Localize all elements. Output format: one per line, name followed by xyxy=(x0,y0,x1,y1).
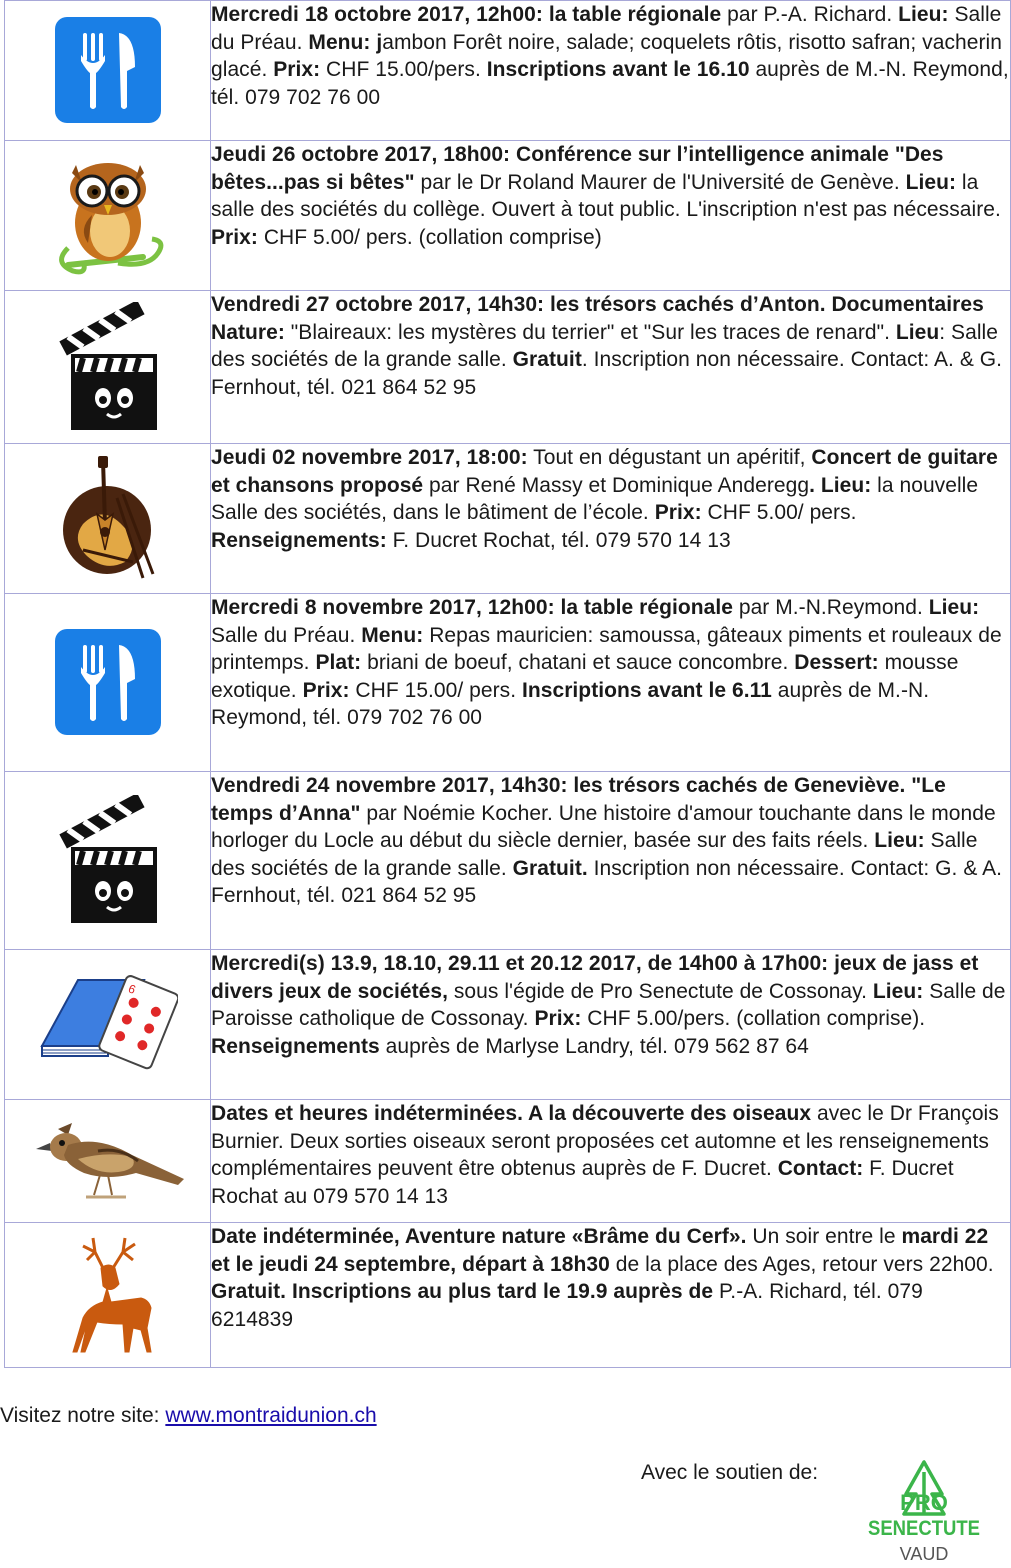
event-text-bold: Date indéterminée, Aventure nature «Brâme du Cerf». xyxy=(211,1225,747,1248)
event-text-bold: Vendredi 24 novembre 2017, 14h30: les trésors cachés de Geneviève. "Le temps d’Anna" xyxy=(211,774,946,825)
event-text-bold: Lieu: xyxy=(898,3,949,26)
event-text: "Blaireaux: les mystères du terrier" et "Sur les traces de renard". xyxy=(284,320,896,344)
bird-icon xyxy=(5,1100,210,1221)
fork-knife-icon xyxy=(5,594,210,770)
event-text-bold: mardi 22 et le jeudi 24 septembre, départ à 18h30 xyxy=(211,1225,989,1276)
event-text-bold: Prix: xyxy=(273,58,321,82)
event-text: de la place des Ages, retour vers 22h00. xyxy=(609,1252,994,1276)
event-row xyxy=(5,1223,1011,1368)
event-text-bold: Jeudi 02 novembre 2017, 18:00: xyxy=(211,446,528,469)
event-text-bold: Mercredi(s) 13.9, 18.10, 29.11 et 20.12 2017, de 14h00 à 17h00: jeux de jass et divers jeux de sociétés, xyxy=(211,952,979,1003)
event-text-bold: Prix: xyxy=(211,225,258,249)
event-text: sous l'égide de Pro Senectute de Cossonay. xyxy=(448,979,873,1003)
event-row xyxy=(5,444,1011,594)
event-text-bold: Menu: j xyxy=(308,30,383,54)
event-text-bold: Gratuit. xyxy=(512,856,588,880)
event-text: P.-A. Richard, tél. 079 6214839 xyxy=(211,1280,923,1331)
event-text-bold: Renseignements: xyxy=(211,528,387,552)
event-text-bold: Vendredi 27 octobre 2017, 14h30: les trésors cachés d’Anton. Documentaires Nature: xyxy=(211,293,984,344)
event-text-bold: Jeudi 26 octobre 2017, 18h00: Conférence sur l’intelligence animale "Des bêtes...pas si bêtes" xyxy=(211,143,944,194)
events-table xyxy=(4,0,1011,1368)
event-text: Tout en dégustant un apéritif, xyxy=(527,446,812,469)
event-row xyxy=(5,1,1011,141)
support-label: Avec le soutien de: xyxy=(641,1461,819,1484)
pro-senectute-logo xyxy=(862,1458,987,1563)
event-text: Un soir entre le xyxy=(746,1225,902,1248)
event-text: auprès de M.-N. Reymond, tél. 079 702 76 00 xyxy=(211,58,1009,109)
event-text-bold: Prix: xyxy=(302,678,350,702)
event-icon-cell xyxy=(5,291,211,444)
event-text-bold: Prix: xyxy=(534,1007,582,1031)
event-text: CHF 5.00/ pers. xyxy=(701,501,857,525)
event-text: Salle des sociétés de la grande salle. xyxy=(211,829,978,880)
owl-icon xyxy=(5,141,210,289)
playing-cards-icon xyxy=(5,950,210,1098)
fork-knife-icon xyxy=(5,1,210,139)
event-icon-cell xyxy=(5,772,211,950)
svg-text:6: 6 xyxy=(125,981,138,997)
event-text-bold: Dates et heures indéterminées. A la découverte des oiseaux xyxy=(211,1102,812,1125)
event-text-bold: Plat: xyxy=(315,651,362,675)
event-text: CHF 5.00/pers. (collation comprise). xyxy=(581,1007,926,1031)
event-text: auprès de Marlyse Landry, tél. 079 562 87 64 xyxy=(379,1034,809,1058)
event-text: Salle du Préau. xyxy=(211,623,362,647)
event-text-bold: Lieu: xyxy=(874,829,925,853)
event-icon-cell xyxy=(5,444,211,594)
event-text-bold: . Lieu: xyxy=(809,473,872,497)
event-text: Inscription non nécessaire. Contact: G. & A. Fernhout, tél. 021 864 52 95 xyxy=(211,856,1003,908)
logo-line1: PRO xyxy=(900,1490,948,1515)
event-text-bold: Contact: xyxy=(777,1157,864,1181)
event-text-bold: Gratuit. Inscriptions au plus tard le 19.9 auprès de xyxy=(211,1280,714,1304)
event-text-bold: Prix: xyxy=(654,501,702,525)
event-text: Repas mauricien: samoussa, gâteaux piments et rouleaux de printemps. xyxy=(211,623,1002,675)
guitar-icon xyxy=(5,444,210,592)
event-icon-cell xyxy=(5,950,211,1100)
event-row xyxy=(5,772,1011,950)
event-description xyxy=(211,1100,1011,1223)
event-text-bold: Gratuit xyxy=(512,348,582,372)
event-icon-cell xyxy=(5,1223,211,1368)
event-text: avec le Dr François Burnier. Deux sorties oiseaux seront proposées cet automne et les renseignements complémentaires peuvent être obtenus auprès de F. Ducret. xyxy=(211,1102,999,1181)
logo-line3: VAUD xyxy=(899,1544,949,1563)
event-text: par P.-A. Richard. xyxy=(721,3,899,26)
event-row xyxy=(5,291,1011,444)
event-text: F. Ducret Rochat, tél. 079 570 14 13 xyxy=(386,528,731,552)
event-text: briani de boeuf, chatani et sauce concombre. xyxy=(361,651,795,675)
event-text: F. Ducret Rochat au 079 570 14 13 xyxy=(211,1157,954,1208)
event-text: par Noémie Kocher. Une histoire d'amour touchante dans le monde horloger du Locle au début du siècle dernier, basée sur des faits réels. xyxy=(211,801,996,853)
event-description xyxy=(211,772,1011,950)
event-text-bold: Menu: xyxy=(361,623,424,647)
event-text: mousse exotique. xyxy=(211,651,959,702)
event-text: par M.-N.Reymond. xyxy=(732,596,929,619)
event-text-bold: Renseignements xyxy=(211,1034,380,1058)
event-text: auprès de M.-N. Reymond, tél. 079 702 76 00 xyxy=(211,678,930,730)
event-description xyxy=(211,141,1011,291)
event-text-bold: Lieu xyxy=(895,320,940,344)
event-text-bold: Lieu: xyxy=(872,979,924,1003)
event-text: par René Massy et Dominique Anderegg xyxy=(423,473,810,497)
event-row xyxy=(5,594,1011,772)
event-text-bold: Inscriptions avant le 16.10 xyxy=(486,58,750,82)
event-text-bold: Inscriptions avant le 6.11 xyxy=(521,678,772,702)
event-row xyxy=(5,141,1011,291)
event-text-bold: Mercredi 8 novembre 2017, 12h00: la table régionale xyxy=(211,596,733,619)
event-icon-cell xyxy=(5,594,211,772)
event-description xyxy=(211,291,1011,444)
site-link[interactable]: www.montraidunion.ch xyxy=(165,1404,377,1427)
event-text: par le Dr Roland Maurer de l'Université de Genève. xyxy=(414,170,906,194)
event-text: ambon Forêt noire, salade; coquelets rôtis, risotto safran; vacherin glacé. xyxy=(211,30,1002,82)
visit-label: Visitez notre site: xyxy=(0,1404,166,1427)
event-text: : Salle des sociétés de la grande salle. xyxy=(211,320,998,372)
event-icon-cell xyxy=(5,141,211,291)
event-text: CHF 15.00/pers. xyxy=(320,58,487,82)
event-row xyxy=(5,1100,1011,1223)
event-text: la nouvelle Salle des sociétés, dans le bâtiment de l’école. xyxy=(211,473,979,525)
event-text: Salle de Paroisse catholique de Cossonay. xyxy=(211,979,1006,1031)
event-text: la salle des sociétés du collège. Ouvert à tout public. L'inscription n'est pas nécessaire. xyxy=(211,170,1001,222)
event-description xyxy=(211,950,1011,1100)
event-text-bold: Concert de guitare et chansons proposé xyxy=(211,446,998,497)
event-text: CHF 5.00/ pers. (collation comprise) xyxy=(257,225,602,249)
event-text: . Inscription non nécessaire. Contact: A. & G. Fernhout, tél. 021 864 52 95 xyxy=(211,348,1003,399)
event-description xyxy=(211,594,1011,772)
event-text: Salle du Préau. xyxy=(211,3,1002,54)
event-icon-cell xyxy=(5,1,211,141)
logo-line2: SENECTUTE xyxy=(868,1517,980,1540)
event-icon-cell xyxy=(5,1100,211,1223)
event-text: CHF 15.00/ pers. xyxy=(349,678,522,702)
site-footer xyxy=(0,1404,377,1428)
clapperboard-icon xyxy=(5,291,210,442)
event-text-bold: Mercredi 18 octobre 2017, 12h00: la table régionale xyxy=(211,3,722,26)
deer-icon xyxy=(5,1223,210,1366)
event-row xyxy=(5,950,1011,1100)
event-text-bold: Dessert: xyxy=(794,651,879,675)
event-description xyxy=(211,1,1011,141)
event-text-bold: Lieu: xyxy=(905,170,957,194)
event-description xyxy=(211,1223,1011,1368)
event-text-bold: Lieu: xyxy=(928,596,980,619)
clapperboard-icon xyxy=(5,772,210,948)
event-description xyxy=(211,444,1011,594)
